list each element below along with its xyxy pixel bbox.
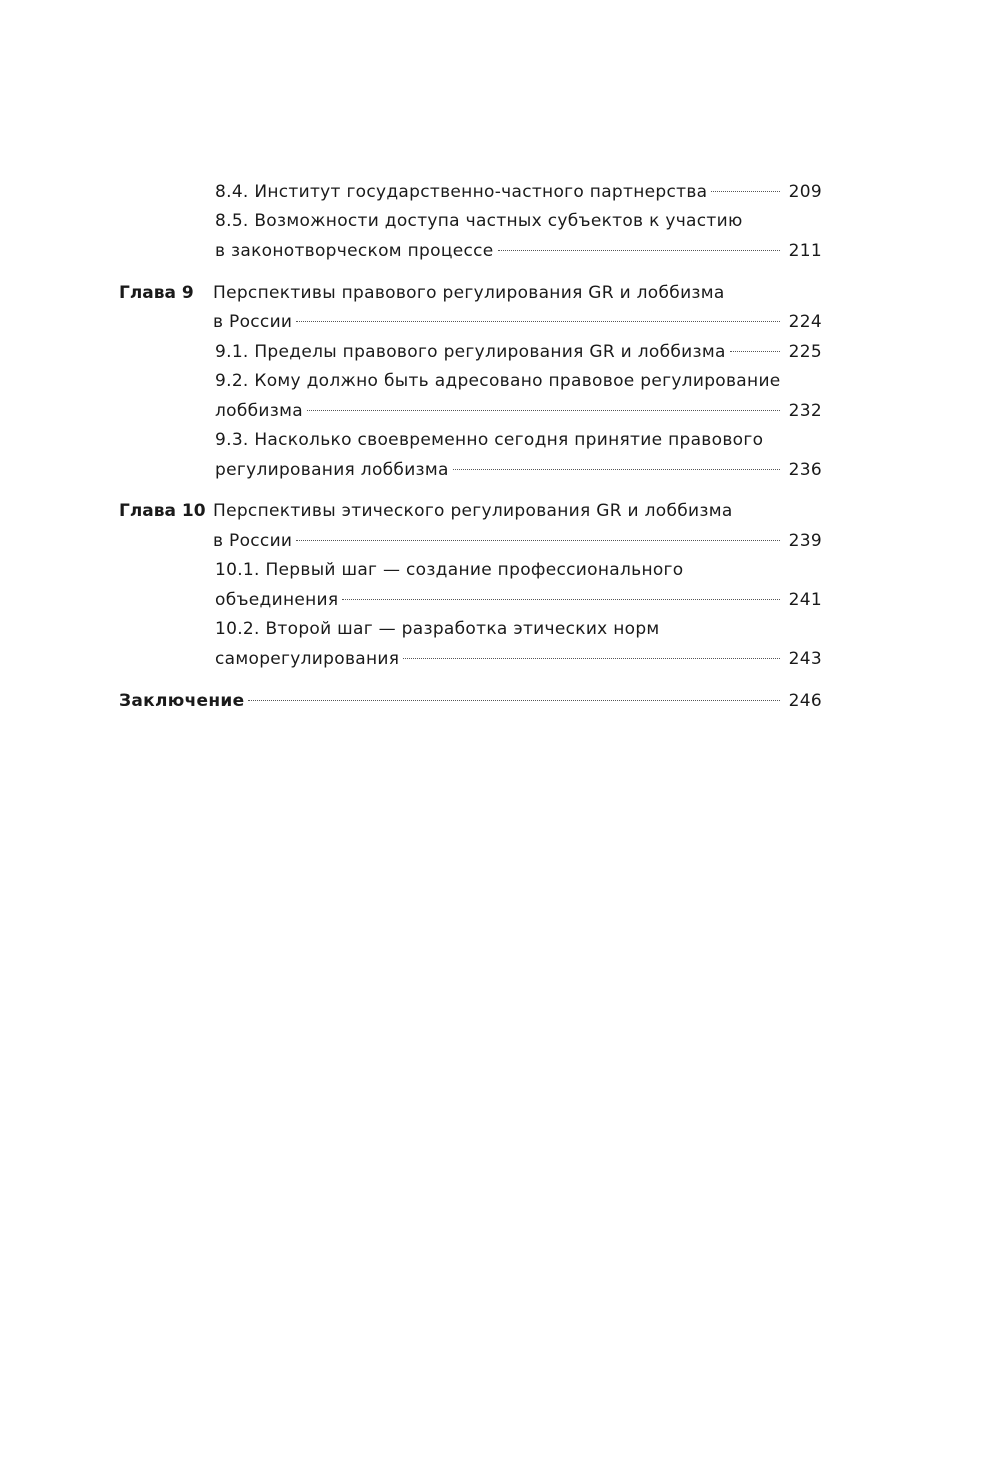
toc-entry-title: в России xyxy=(213,531,293,551)
dot-leader xyxy=(307,410,780,411)
dot-leader xyxy=(453,469,780,470)
toc-entry-title: Перспективы этического регулирования GR и лоббизма xyxy=(213,501,733,521)
chapter-9-label: Глава 9 xyxy=(119,283,194,303)
toc-entry-title: 10.2. Второй шаг — разработка этических норм xyxy=(215,619,660,639)
toc-entry-8-5-line-2 xyxy=(215,236,822,266)
toc-entry-title: 10.1. Первый шаг — создание профессионального xyxy=(215,560,684,580)
toc-entry-title: 8.4. Институт государственно-частного партнерства xyxy=(215,182,708,202)
toc-entry-8-4 xyxy=(215,177,822,207)
toc-page-number: 209 xyxy=(788,182,822,202)
toc-entry-title: в законотворческом процессе xyxy=(215,241,494,261)
toc-entry-title: Заключение xyxy=(119,691,245,711)
toc-page-number: 225 xyxy=(788,342,822,362)
chapter-9-title-line-1 xyxy=(213,278,822,308)
dot-leader xyxy=(296,540,780,541)
dot-leader xyxy=(498,250,780,251)
toc-entry-title: 8.5. Возможности доступа частных субъектов к участию xyxy=(215,211,743,231)
toc-entry-9-1 xyxy=(215,337,822,367)
toc-page-number: 246 xyxy=(788,691,822,711)
toc-entry-title: 9.3. Насколько своевременно сегодня принятие правового xyxy=(215,430,764,450)
toc-entry-9-3-line-1 xyxy=(215,425,822,455)
toc-entry-title: в России xyxy=(213,312,293,332)
toc-entry-title: объединения xyxy=(215,590,339,610)
toc-page-number: 211 xyxy=(788,241,822,261)
dot-leader xyxy=(248,700,780,701)
dot-leader xyxy=(296,321,780,322)
chapter-9-title-line-2 xyxy=(213,307,822,337)
toc-entry-9-2-line-2 xyxy=(215,396,822,426)
toc-entry-title: лоббизма xyxy=(215,401,303,421)
chapter-10-title-line-1 xyxy=(213,496,822,526)
chapter-10-label: Глава 10 xyxy=(119,501,206,521)
toc-entry-10-2-line-1 xyxy=(215,614,822,644)
dot-leader xyxy=(730,351,780,352)
toc-page-number: 224 xyxy=(788,312,822,332)
toc-page-number: 239 xyxy=(788,531,822,551)
toc-entry-10-1-line-2 xyxy=(215,585,822,615)
toc-entry-title: 9.1. Пределы правового регулирования GR и лоббизма xyxy=(215,342,726,362)
toc-entry-8-5-line-1 xyxy=(215,206,822,236)
toc-entry-title: саморегулирования xyxy=(215,649,400,669)
toc-page-number: 243 xyxy=(788,649,822,669)
toc-entry-title: регулирования лоббизма xyxy=(215,460,449,480)
toc-entry-conclusion xyxy=(119,686,822,716)
dot-leader xyxy=(711,191,780,192)
chapter-10-title-line-2 xyxy=(213,526,822,556)
toc-entry-title: Перспективы правового регулирования GR и лоббизма xyxy=(213,283,725,303)
toc-entry-title: 9.2. Кому должно быть адресовано правовое регулирование xyxy=(215,371,781,391)
toc-entry-10-2-line-2 xyxy=(215,644,822,674)
toc-entry-9-2-line-1 xyxy=(215,366,822,396)
toc-page-number: 241 xyxy=(788,590,822,610)
toc-page-number: 232 xyxy=(788,401,822,421)
dot-leader xyxy=(342,599,780,600)
toc-page-number: 236 xyxy=(788,460,822,480)
toc-entry-10-1-line-1 xyxy=(215,555,822,585)
toc-entry-9-3-line-2 xyxy=(215,455,822,485)
dot-leader xyxy=(403,658,780,659)
